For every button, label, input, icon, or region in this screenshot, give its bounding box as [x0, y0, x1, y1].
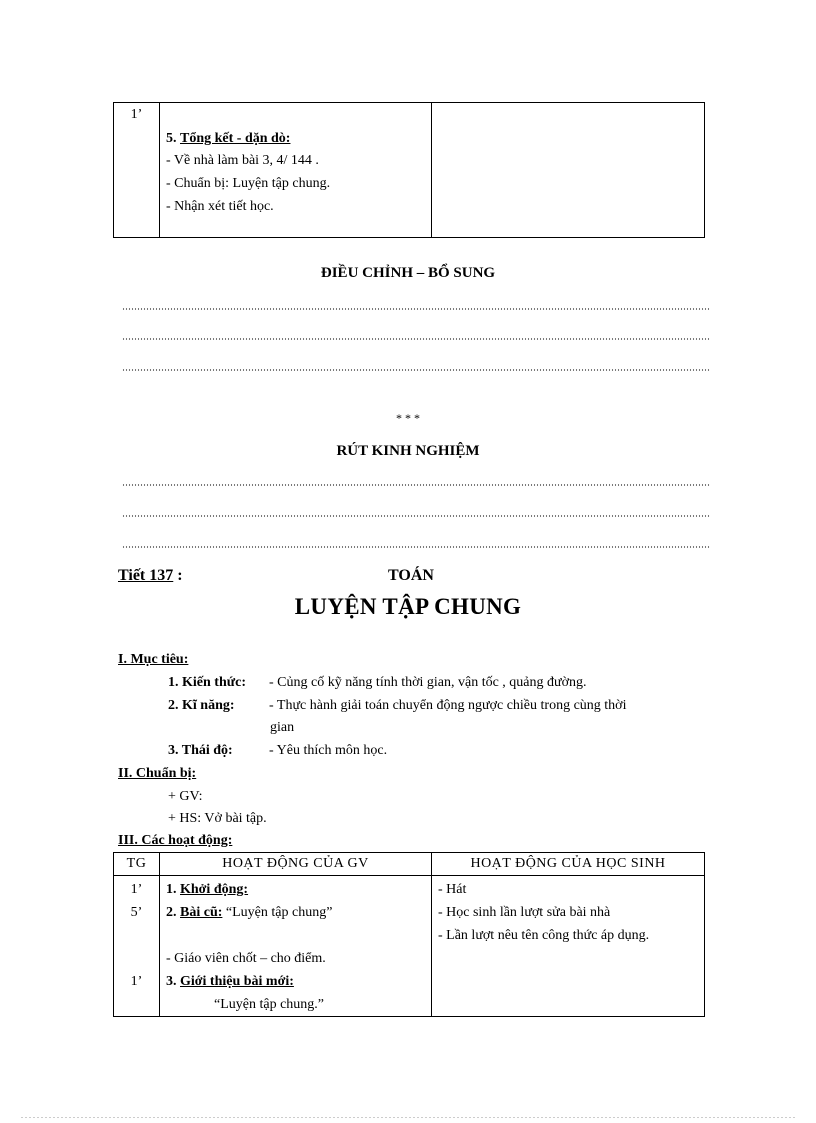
section-number: 5. [166, 131, 177, 146]
gv-item-title: Giới thiệu bài mới: [180, 974, 294, 989]
skill-label: 2. Kĩ năng: [168, 698, 235, 713]
attitude-text: - Yêu thích môn học. [269, 743, 388, 758]
prep-heading: II. Chuẩn bị: [118, 766, 197, 781]
page-bottom-border [20, 1117, 796, 1118]
student-activity-cell [432, 103, 705, 238]
activities-table [113, 852, 705, 1017]
dotted-line [122, 338, 710, 340]
separator-stars: * * * [396, 411, 420, 425]
gv-item-number: 3. [166, 974, 180, 989]
tg-value [114, 924, 159, 947]
summary-item: - Chuẩn bị: Luyện tập chung. [166, 176, 331, 191]
gv-item-title: Khởi động: [180, 882, 249, 897]
prep-hs: + HS: Vở bài tập. [168, 811, 267, 826]
skill-text: - Thực hành giải toán chuyển động ngược chiều trong cùng thời [269, 698, 627, 713]
gv-item-title: Bài cũ: [180, 905, 223, 920]
col-header-hs: HOẠT ĐỘNG CỦA HỌC SINH [432, 853, 705, 876]
experience-heading: RÚT KINH NGHIỆM [336, 443, 480, 459]
subject-title: TOÁN [388, 567, 434, 584]
lesson-title: LUYỆN TẬP CHUNG [294, 594, 522, 619]
hs-line: - Học sinh lần lượt sửa bài nhà [438, 905, 611, 920]
dotted-line [122, 484, 710, 486]
gv-item-number: 2. [166, 905, 180, 920]
section-title: Tổng kết - dặn dò: [180, 131, 291, 146]
dotted-line [122, 515, 710, 517]
gv-item-text: “Luyện tập chung” [222, 905, 333, 920]
tg-value: 5’ [130, 905, 143, 920]
lesson-label [118, 567, 183, 585]
col-header-tg: TG [114, 853, 160, 876]
activities-heading: III. Các hoạt động: [118, 833, 233, 848]
time-value: 1’ [130, 107, 143, 122]
knowledge-text: - Củng cố kỹ năng tính thời gian, vận tốc , quảng đường. [269, 675, 587, 690]
attitude-label: 3. Thái độ: [168, 743, 233, 758]
dotted-line [122, 369, 710, 371]
section-heading [166, 129, 431, 149]
adjust-heading: ĐIỀU CHỈNH – BỔ SUNG [320, 265, 496, 281]
summary-item: - Về nhà làm bài 3, 4/ 144 . [166, 153, 319, 168]
time-cell [114, 103, 160, 238]
tg-value [114, 947, 159, 970]
tg-value: 1’ [130, 882, 143, 897]
lesson-colon: : [173, 567, 183, 584]
knowledge-label: 1. Kiến thức: [168, 675, 247, 690]
gv-line [166, 970, 431, 993]
summary-item: - Nhận xét tiết học. [166, 199, 274, 214]
gv-line: - Giáo viên chốt – cho điểm. [166, 951, 326, 966]
teacher-activity-cell [160, 103, 432, 238]
skill-text-continued: gian [270, 720, 295, 735]
gv-line-empty [166, 924, 431, 947]
lesson-number: Tiết 137 [118, 567, 174, 584]
hs-line: - Hát [438, 882, 467, 897]
gv-cell [160, 876, 432, 1017]
gv-line [166, 901, 431, 924]
hs-line: - Lần lượt nêu tên công thức áp dụng. [438, 928, 650, 943]
hs-cell [432, 876, 705, 1017]
gv-line [166, 878, 431, 901]
gv-line: “Luyện tập chung.” [214, 997, 325, 1012]
prep-gv: + GV: [168, 789, 203, 804]
dotted-line [122, 546, 710, 548]
col-header-gv: HOẠT ĐỘNG CỦA GV [160, 853, 432, 876]
summary-table [113, 102, 705, 238]
tg-cell [114, 876, 160, 1017]
dotted-line [122, 308, 710, 310]
objectives-heading: I. Mục tiêu: [118, 652, 189, 667]
gv-item-number: 1. [166, 882, 180, 897]
tg-value: 1’ [130, 974, 143, 989]
